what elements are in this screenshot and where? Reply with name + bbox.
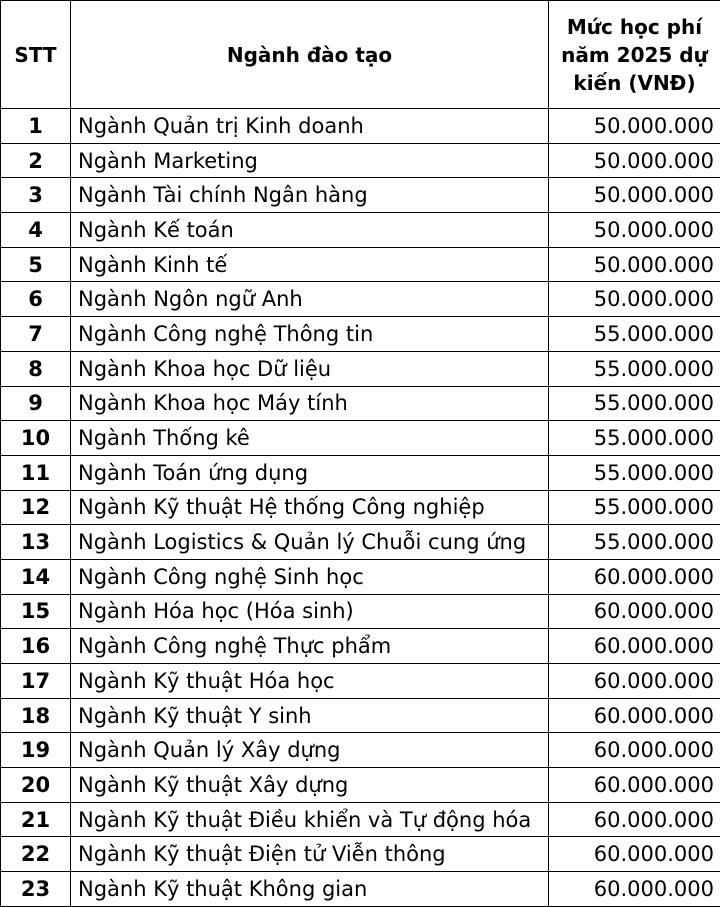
row-stt-cell: 23 [1, 872, 71, 907]
table-row [1, 872, 720, 907]
row-stt-cell: 15 [1, 594, 71, 629]
row-stt-cell: 19 [1, 733, 71, 768]
row-program-cell: Ngành Khoa học Dữ liệu [71, 351, 549, 386]
table-row [1, 837, 720, 872]
row-fee-cell: 50.000.000 [549, 178, 720, 213]
row-fee-cell: 60.000.000 [549, 733, 720, 768]
row-stt-cell: 22 [1, 837, 71, 872]
table-row [1, 559, 720, 594]
table-row [1, 594, 720, 629]
row-fee-cell: 60.000.000 [549, 594, 720, 629]
row-stt-cell: 16 [1, 629, 71, 664]
table-row [1, 455, 720, 490]
row-fee-cell: 55.000.000 [549, 386, 720, 421]
row-program-cell: Ngành Toán ứng dụng [71, 455, 549, 490]
row-fee-cell: 55.000.000 [549, 525, 720, 560]
row-program-cell: Ngành Kỹ thuật Điều khiển và Tự động hóa [71, 802, 549, 837]
row-stt-cell: 7 [1, 317, 71, 352]
table-row [1, 698, 720, 733]
table-row [1, 421, 720, 456]
table-row [1, 109, 720, 144]
row-program-cell: Ngành Ngôn ngữ Anh [71, 282, 549, 317]
table-row [1, 351, 720, 386]
row-program-cell: Ngành Marketing [71, 143, 549, 178]
row-fee-cell: 60.000.000 [549, 664, 720, 699]
row-fee-cell: 60.000.000 [549, 559, 720, 594]
row-program-cell: Ngành Kỹ thuật Y sinh [71, 698, 549, 733]
row-fee-cell: 60.000.000 [549, 629, 720, 664]
row-program-cell: Ngành Kỹ thuật Không gian [71, 872, 549, 907]
row-program-cell: Ngành Kỹ thuật Điện tử Viễn thông [71, 837, 549, 872]
row-stt-cell: 21 [1, 802, 71, 837]
row-fee-cell: 55.000.000 [549, 455, 720, 490]
table-row [1, 490, 720, 525]
row-fee-cell: 50.000.000 [549, 247, 720, 282]
row-program-cell: Ngành Kỹ thuật Xây dựng [71, 768, 549, 803]
table-body [1, 109, 720, 907]
table-row [1, 629, 720, 664]
row-program-cell: Ngành Quản trị Kinh doanh [71, 109, 549, 144]
header-fee: Mức học phí năm 2025 dự kiến (VNĐ) [549, 1, 720, 109]
row-program-cell: Ngành Công nghệ Thực phẩm [71, 629, 549, 664]
row-fee-cell: 50.000.000 [549, 282, 720, 317]
table-row [1, 143, 720, 178]
row-program-cell: Ngành Kế toán [71, 213, 549, 248]
row-program-cell: Ngành Tài chính Ngân hàng [71, 178, 549, 213]
row-program-cell: Ngành Kinh tế [71, 247, 549, 282]
row-stt-cell: 9 [1, 386, 71, 421]
row-stt-cell: 10 [1, 421, 71, 456]
row-program-cell: Ngành Quản lý Xây dựng [71, 733, 549, 768]
row-program-cell: Ngành Thống kê [71, 421, 549, 456]
row-stt-cell: 3 [1, 178, 71, 213]
table-row [1, 178, 720, 213]
row-stt-cell: 5 [1, 247, 71, 282]
table-row [1, 768, 720, 803]
row-fee-cell: 50.000.000 [549, 109, 720, 144]
table-row [1, 247, 720, 282]
table-header [1, 1, 720, 109]
table-row [1, 802, 720, 837]
row-program-cell: Ngành Công nghệ Sinh học [71, 559, 549, 594]
row-fee-cell: 50.000.000 [549, 213, 720, 248]
row-program-cell: Ngành Logistics & Quản lý Chuỗi cung ứng [71, 525, 549, 560]
row-stt-cell: 2 [1, 143, 71, 178]
row-fee-cell: 60.000.000 [549, 837, 720, 872]
row-fee-cell: 55.000.000 [549, 317, 720, 352]
row-stt-cell: 20 [1, 768, 71, 803]
row-program-cell: Ngành Hóa học (Hóa sinh) [71, 594, 549, 629]
row-fee-cell: 55.000.000 [549, 421, 720, 456]
row-stt-cell: 14 [1, 559, 71, 594]
row-stt-cell: 6 [1, 282, 71, 317]
row-fee-cell: 60.000.000 [549, 802, 720, 837]
row-program-cell: Ngành Kỹ thuật Hệ thống Công nghiệp [71, 490, 549, 525]
row-stt-cell: 13 [1, 525, 71, 560]
row-stt-cell: 12 [1, 490, 71, 525]
table-row [1, 525, 720, 560]
row-fee-cell: 55.000.000 [549, 351, 720, 386]
row-stt-cell: 11 [1, 455, 71, 490]
row-fee-cell: 55.000.000 [549, 490, 720, 525]
table-row [1, 213, 720, 248]
header-row [1, 1, 720, 109]
table-row [1, 282, 720, 317]
row-stt-cell: 18 [1, 698, 71, 733]
row-stt-cell: 1 [1, 109, 71, 144]
row-fee-cell: 60.000.000 [549, 872, 720, 907]
row-program-cell: Ngành Công nghệ Thông tin [71, 317, 549, 352]
row-stt-cell: 8 [1, 351, 71, 386]
table-row [1, 317, 720, 352]
row-fee-cell: 60.000.000 [549, 698, 720, 733]
row-program-cell: Ngành Kỹ thuật Hóa học [71, 664, 549, 699]
header-stt: STT [1, 1, 71, 109]
table-row [1, 733, 720, 768]
row-program-cell: Ngành Khoa học Máy tính [71, 386, 549, 421]
row-fee-cell: 50.000.000 [549, 143, 720, 178]
row-stt-cell: 4 [1, 213, 71, 248]
table-row [1, 386, 720, 421]
table-row [1, 664, 720, 699]
row-fee-cell: 60.000.000 [549, 768, 720, 803]
header-program: Ngành đào tạo [71, 1, 549, 109]
row-stt-cell: 17 [1, 664, 71, 699]
